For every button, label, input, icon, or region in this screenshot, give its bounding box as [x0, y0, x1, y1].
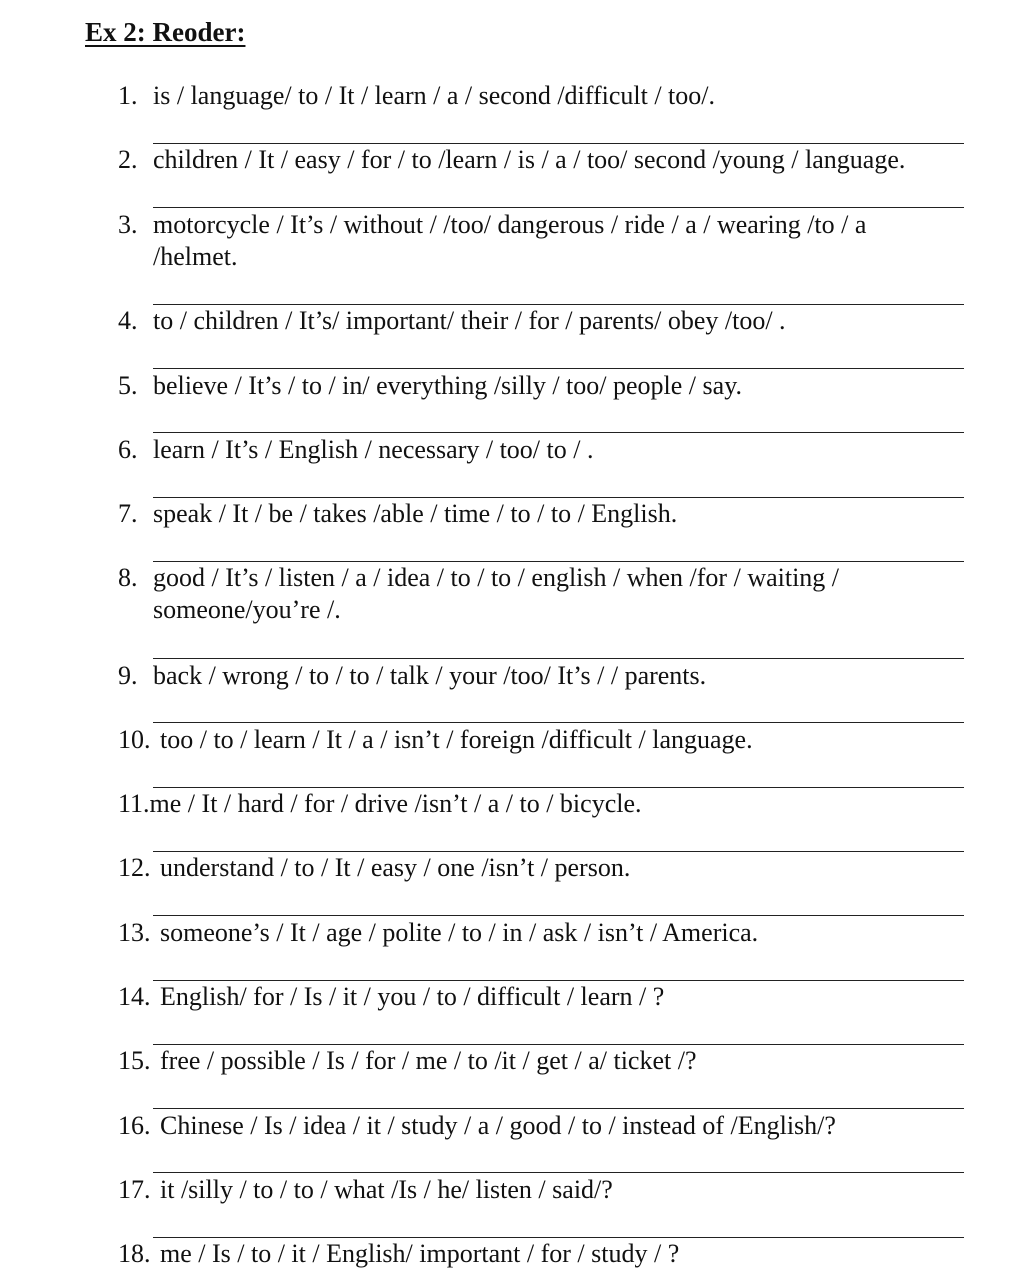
item-number: 6.	[118, 435, 138, 464]
answer-line-16[interactable]	[153, 1172, 964, 1173]
exercise-item-5	[118, 370, 972, 402]
exercise-item-15	[118, 1045, 972, 1077]
item-text: me / It / hard / for / drive /isn’t / a / to / bicycle.	[149, 789, 642, 818]
item-number: 2.	[118, 145, 138, 174]
item-text: to / children / It’s/ important/ their / for / parents/ obey /too/ .	[153, 306, 786, 335]
item-text: too / to / learn / It / a / isn’t / foreign /difficult / language.	[160, 725, 753, 754]
item-number: 10.	[118, 725, 151, 754]
exercise-item-1	[118, 80, 972, 112]
item-number: 18.	[118, 1239, 151, 1268]
exercise-item-11	[118, 788, 972, 820]
item-text: motorcycle / It’s / without / /too/ dangerous / ride / a / wearing /to / a	[153, 210, 867, 239]
item-number: 15.	[118, 1046, 151, 1075]
exercise-item-13	[118, 917, 972, 949]
item-text: is / language/ to / It / learn / a / second /difficult / too/.	[153, 81, 716, 110]
answer-line-2[interactable]	[153, 207, 964, 208]
item-text: back / wrong / to / to / talk / your /too/ It’s / / parents.	[153, 661, 707, 690]
item-text: Chinese / Is / idea / it / study / a / good / to / instead of /English/?	[160, 1111, 836, 1140]
item-number: 3.	[118, 210, 138, 239]
item-number: 13.	[118, 918, 151, 947]
exercise-item-18	[118, 1238, 972, 1270]
answer-line-12[interactable]	[153, 915, 964, 916]
item-text: English/ for / Is / it / you / to / difficult / learn / ?	[160, 982, 665, 1011]
answer-line-8[interactable]	[153, 658, 964, 659]
item-text: me / Is / to / it / English/ important / for / study / ?	[160, 1239, 680, 1268]
item-text: children / It / easy / for / to /learn / is / a / too/ second /young / language.	[153, 145, 906, 174]
exercise-item-14	[118, 981, 972, 1013]
item-text: free / possible / Is / for / me / to /it / get / a/ ticket /?	[160, 1046, 697, 1075]
answer-line-15[interactable]	[153, 1108, 964, 1109]
item-number: 1.	[118, 81, 138, 110]
exercise-item-6	[118, 434, 972, 466]
answer-line-4[interactable]	[153, 368, 964, 369]
item-text: someone’s / It / age / polite / to / in / ask / isn’t / America.	[160, 918, 759, 947]
answer-line-5[interactable]	[153, 432, 964, 433]
item-number: 5.	[118, 371, 138, 400]
item-text: learn / It’s / English / necessary / too/ to / .	[153, 435, 594, 464]
exercise-title: Ex 2: Reoder:	[85, 17, 246, 47]
item-text-continuation: someone/you’re /.	[153, 595, 341, 624]
exercise-item-9	[118, 660, 972, 692]
exercise-item-7	[118, 498, 972, 530]
answer-line-9[interactable]	[153, 722, 964, 723]
exercise-item-3	[118, 209, 972, 273]
exercise-item-12	[118, 852, 972, 884]
item-number: 8.	[118, 563, 138, 592]
item-number: 11.	[118, 789, 150, 818]
item-text: it /silly / to / to / what /Is / he/ listen / said/?	[160, 1175, 613, 1204]
item-number: 7.	[118, 499, 138, 528]
item-text: understand / to / It / easy / one /isn’t / person.	[160, 853, 631, 882]
exercise-item-17	[118, 1174, 972, 1206]
item-number: 9.	[118, 661, 138, 690]
item-text-continuation: /helmet.	[153, 242, 238, 271]
item-text: good / It’s / listen / a / idea / to / to / english / when /for / waiting /	[153, 563, 840, 592]
exercise-item-4	[118, 305, 972, 337]
item-number: 14.	[118, 982, 151, 1011]
item-text: speak / It / be / takes /able / time / to / to / English.	[153, 499, 678, 528]
item-number: 17.	[118, 1175, 151, 1204]
exercise-item-10	[118, 724, 972, 756]
item-number: 12.	[118, 853, 151, 882]
item-number: 4.	[118, 306, 138, 335]
exercise-item-8	[118, 562, 972, 626]
item-text: believe / It’s / to / in/ everything /silly / too/ people / say.	[153, 371, 742, 400]
exercise-item-2	[118, 144, 972, 176]
item-number: 16.	[118, 1111, 151, 1140]
exercise-item-16	[118, 1110, 972, 1142]
